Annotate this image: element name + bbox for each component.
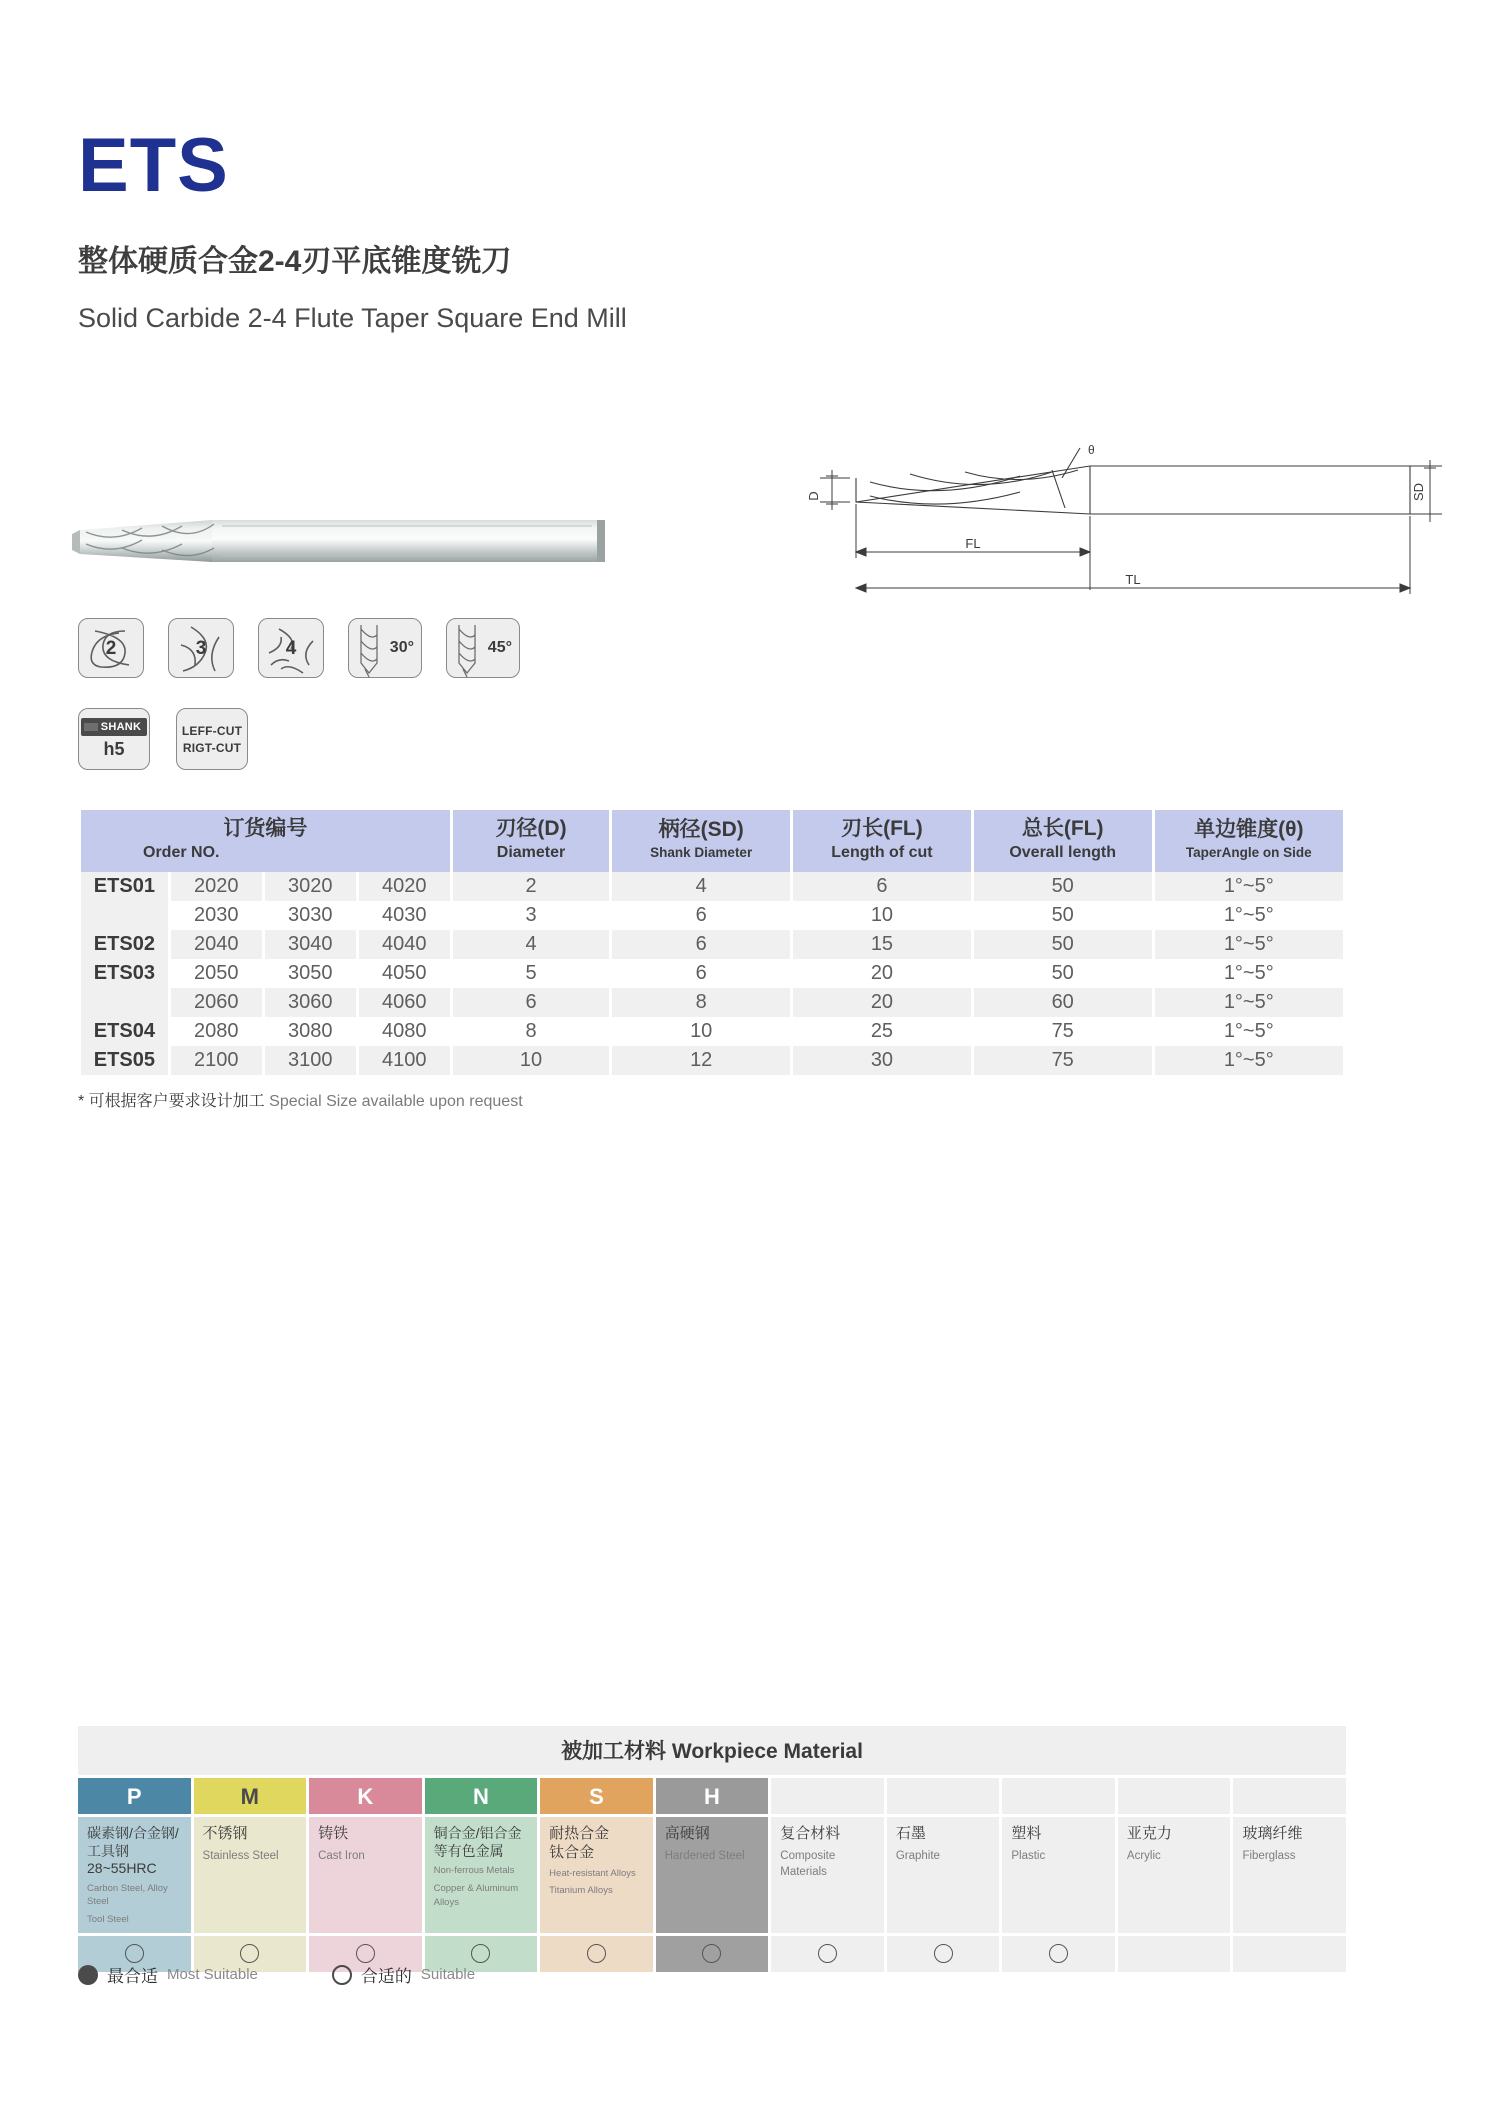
workpiece-suitability-9	[1002, 1936, 1115, 1972]
specification-table-body	[81, 872, 1343, 1075]
cell-shank-diameter: 4	[612, 872, 790, 901]
cell-order-no-2flute: 2100	[171, 1046, 262, 1075]
table-row	[81, 1017, 1343, 1046]
workpiece-desc-cn: 复合材料	[780, 1825, 841, 1842]
workpiece-code-row	[78, 1778, 1346, 1814]
badge-helix-30	[348, 618, 422, 678]
workpiece-desc-en: Non-ferrous Metals	[433, 1865, 515, 1876]
open-circle-icon	[332, 1965, 352, 1985]
workpiece-desc-cn: 铜合金/铝合金	[433, 1825, 522, 1841]
cell-order-no-4flute: 4020	[359, 872, 450, 901]
cell-overall-length: 60	[974, 988, 1152, 1017]
product-title-cn: 整体硬质合金2-4刃平底锥度铣刀	[78, 245, 512, 278]
legend-suitable-cn: 合适的	[360, 1967, 412, 1986]
column-header-overall-length	[974, 810, 1152, 872]
cell-order-no-3flute: 3030	[287, 903, 333, 926]
column-header-shank-diameter-cn: 柄径(SD)	[658, 818, 744, 842]
column-header-length-of-cut	[793, 810, 971, 872]
column-header-order-no-en: Order NO.	[143, 843, 220, 861]
workpiece-desc-en: Heat-resistant Alloys	[549, 1867, 636, 1879]
cell-order-no-2flute: 2050	[194, 961, 239, 984]
legend-suitable	[332, 1962, 475, 1987]
cell-order-no-4flute: 4030	[381, 903, 427, 926]
product-title-en: Solid Carbide 2-4 Flute Taper Square End Mill	[78, 303, 627, 333]
cell-shank-diameter: 6	[695, 903, 707, 926]
cell-taper-angle: 1°~5°	[1223, 961, 1274, 984]
cell-model	[81, 901, 168, 930]
cell-model: ETS05	[81, 1046, 168, 1075]
workpiece-code-col9	[1002, 1778, 1115, 1814]
workpiece-desc-en: Composite Materials	[780, 1849, 836, 1879]
cell-diameter: 6	[453, 988, 610, 1017]
workpiece-desc-7	[771, 1817, 884, 1933]
workpiece-suitability-7	[771, 1936, 884, 1972]
workpiece-desc-cn: 玻璃纤维	[1242, 1825, 1303, 1842]
cell-order-no-4flute: 4100	[359, 1046, 450, 1075]
cell-diameter: 4	[453, 930, 610, 959]
cell-order-no-3flute: 3020	[265, 872, 356, 901]
cell-length-of-cut: 30	[793, 1046, 971, 1075]
workpiece-desc-cn: 塑料	[1011, 1825, 1042, 1842]
table-row	[81, 901, 1343, 930]
cell-order-no-2flute: 2080	[194, 1019, 239, 1042]
cell-order-no-3flute: 3050	[287, 961, 333, 984]
column-header-order-no	[81, 810, 450, 872]
shank-tag-label: SHANK	[81, 718, 148, 736]
workpiece-code-M: M	[194, 1778, 307, 1814]
workpiece-code-col10	[1118, 1778, 1231, 1814]
dimension-label-tl: TL	[1125, 572, 1141, 587]
column-header-shank-diameter	[612, 810, 790, 872]
legend-most-suitable-en: Most Suitable	[167, 1966, 258, 1983]
workpiece-code-col7	[771, 1778, 884, 1814]
workpiece-desc-4	[425, 1817, 538, 1933]
cell-order-no-3flute: 3060	[265, 988, 356, 1017]
cell-overall-length: 50	[1051, 903, 1074, 926]
workpiece-code-col11	[1233, 1778, 1346, 1814]
open-circle-icon	[702, 1944, 721, 1963]
workpiece-code-N: N	[425, 1778, 538, 1814]
workpiece-desc-cn2: 28~55HRC	[87, 1860, 157, 1876]
technical-drawing	[790, 430, 1450, 650]
workpiece-material-section	[78, 1726, 1346, 1972]
open-circle-icon	[1049, 1944, 1068, 1963]
column-header-order-no-cn: 订货编号	[223, 817, 308, 840]
open-circle-icon	[240, 1944, 259, 1963]
cell-length-of-cut: 25	[870, 1019, 894, 1042]
cell-diameter: 2	[453, 872, 610, 901]
workpiece-desc-cn2: 钛合金	[549, 1843, 595, 1861]
workpiece-suitability-11	[1233, 1936, 1346, 1972]
workpiece-suitability-5	[540, 1936, 653, 1972]
badge-flute-2-label: 2	[105, 638, 117, 660]
dimension-label-theta: θ	[1088, 443, 1095, 457]
workpiece-desc-3	[309, 1817, 422, 1933]
column-header-diameter-cn: 刃径(D)	[495, 817, 567, 840]
workpiece-desc-cn: 高硬钢	[664, 1825, 710, 1842]
cell-order-no-3flute: 3100	[265, 1046, 356, 1075]
workpiece-desc-5	[540, 1817, 653, 1933]
filled-circle-icon	[78, 1965, 98, 1985]
workpiece-material-title: 被加工材料 Workpiece Material	[78, 1726, 1346, 1775]
table-header-row	[81, 810, 1343, 872]
open-circle-icon	[934, 1944, 953, 1963]
workpiece-desc-en: Fiberglass	[1242, 1849, 1296, 1862]
cell-taper-angle: 1°~5°	[1223, 903, 1274, 926]
cell-diameter: 10	[453, 1046, 610, 1075]
cut-direction-right-label: RIGT-CUT	[182, 740, 242, 755]
open-circle-icon	[125, 1944, 144, 1963]
legend-most-suitable-cn: 最合适	[107, 1967, 158, 1986]
specification-table	[78, 810, 1346, 1075]
product-photo	[62, 492, 742, 592]
badge-flute-3-label: 3	[195, 638, 207, 660]
workpiece-desc-en: Carbon Steel, Alloy Steel	[87, 1882, 168, 1908]
workpiece-desc-en2: Titanium Alloys	[549, 1885, 613, 1897]
workpiece-desc-en: Stainless Steel	[202, 1849, 279, 1862]
cell-shank-diameter: 6	[695, 961, 707, 984]
workpiece-desc-1	[78, 1817, 191, 1933]
cell-order-no-2flute: 2040	[171, 930, 262, 959]
cell-shank-diameter: 10	[690, 1019, 713, 1042]
cell-order-no-4flute: 4050	[381, 961, 427, 984]
open-circle-icon	[471, 1944, 490, 1963]
workpiece-desc-en: Acrylic	[1126, 1849, 1161, 1862]
cell-length-of-cut: 20	[793, 988, 971, 1017]
cell-length-of-cut: 20	[870, 961, 894, 984]
workpiece-desc-en: Hardened Steel	[664, 1849, 745, 1862]
column-header-taper-angle-en: TaperAngle on Side	[1185, 845, 1312, 861]
badge-flute-4-label: 4	[285, 638, 297, 660]
column-header-taper-angle-cn: 单边锥度(θ)	[1194, 818, 1304, 842]
workpiece-desc-en: Cast Iron	[318, 1849, 365, 1862]
workpiece-desc-2	[194, 1817, 307, 1933]
table-row	[81, 988, 1343, 1017]
table-row	[81, 1046, 1343, 1075]
workpiece-code-K: K	[309, 1778, 422, 1814]
table-row	[81, 930, 1343, 959]
badge-flute-4	[258, 618, 324, 678]
cell-order-no-4flute: 4060	[359, 988, 450, 1017]
workpiece-desc-10	[1118, 1817, 1231, 1933]
cell-order-no-4flute: 4080	[381, 1019, 427, 1042]
cell-length-of-cut: 15	[793, 930, 971, 959]
badge-helix-45	[446, 618, 520, 678]
badge-helix-45-label: 45°	[487, 639, 512, 656]
table-row	[81, 872, 1343, 901]
feature-badges-flutes	[78, 618, 520, 678]
cell-model: ETS02	[81, 930, 168, 959]
footnote	[78, 1088, 523, 1111]
column-header-length-of-cut-cn: 刃长(FL)	[841, 817, 923, 840]
cell-overall-length: 50	[974, 930, 1152, 959]
cell-shank-diameter: 6	[612, 930, 790, 959]
column-header-diameter-en: Diameter	[496, 843, 566, 861]
cell-shank-diameter: 12	[612, 1046, 790, 1075]
cell-taper-angle: 1°~5°	[1155, 988, 1343, 1017]
suitability-legend	[78, 1962, 475, 1987]
workpiece-desc-cn: 不锈钢	[202, 1825, 248, 1842]
cell-shank-diameter: 8	[612, 988, 790, 1017]
cell-overall-length: 50	[974, 872, 1152, 901]
cell-model: ETS01	[81, 872, 168, 901]
footnote-cn: * 可根据客户要求设计加工	[78, 1093, 265, 1110]
cell-overall-length: 75	[974, 1046, 1152, 1075]
table-row	[81, 959, 1343, 988]
footnote-en: Special Size available upon request	[269, 1093, 523, 1110]
column-header-diameter	[453, 810, 610, 872]
cell-model: ETS03	[81, 959, 168, 988]
column-header-overall-length-en: Overall length	[1009, 843, 1117, 861]
workpiece-desc-cn: 亚克力	[1126, 1825, 1172, 1842]
column-header-overall-length-cn: 总长(FL)	[1021, 817, 1104, 840]
workpiece-desc-en2: Copper & Aluminum Alloys	[433, 1882, 519, 1908]
cell-order-no-3flute: 3080	[287, 1019, 333, 1042]
workpiece-code-H: H	[656, 1778, 769, 1814]
feature-badges-shank	[78, 708, 248, 770]
workpiece-suitability-6	[656, 1936, 769, 1972]
cut-direction-left-label: LEFF-CUT	[181, 723, 243, 738]
page-header	[78, 123, 627, 334]
badge-flute-3	[168, 618, 234, 678]
open-circle-icon	[818, 1944, 837, 1963]
workpiece-desc-6	[656, 1817, 769, 1933]
workpiece-desc-en2: Tool Steel	[87, 1914, 129, 1926]
cell-length-of-cut: 10	[870, 903, 894, 926]
cell-order-no-2flute: 2020	[171, 872, 262, 901]
workpiece-desc-en: Plastic	[1011, 1849, 1046, 1862]
workpiece-desc-11	[1233, 1817, 1346, 1933]
legend-most-suitable	[78, 1962, 258, 1987]
cell-taper-angle: 1°~5°	[1155, 930, 1343, 959]
cell-length-of-cut: 6	[793, 872, 971, 901]
badge-cut-direction	[176, 708, 248, 770]
cell-diameter: 5	[525, 961, 537, 984]
badge-flute-2	[78, 618, 144, 678]
cell-order-no-2flute: 2060	[171, 988, 262, 1017]
cell-taper-angle: 1°~5°	[1223, 1019, 1274, 1042]
cell-order-no-2flute: 2030	[194, 903, 239, 926]
cell-model	[81, 988, 168, 1017]
badge-shank-tolerance	[78, 708, 150, 770]
workpiece-desc-cn: 铸铁	[318, 1825, 349, 1842]
cell-diameter: 3	[525, 903, 537, 926]
cell-model: ETS04	[81, 1017, 168, 1046]
workpiece-desc-8	[887, 1817, 1000, 1933]
column-header-shank-diameter-en: Shank Diameter	[650, 845, 753, 861]
workpiece-suitability-10	[1118, 1936, 1231, 1972]
workpiece-desc-9	[1002, 1817, 1115, 1933]
dimension-label-sd: SD	[1411, 482, 1426, 502]
workpiece-code-S: S	[540, 1778, 653, 1814]
badge-helix-30-label: 30°	[389, 639, 414, 656]
dimension-label-fl: FL	[965, 536, 981, 551]
dimension-label-d: D	[806, 491, 821, 501]
product-series-code: ETS	[78, 123, 229, 208]
workpiece-desc-cn: 石墨	[895, 1825, 926, 1842]
cell-order-no-3flute: 3040	[265, 930, 356, 959]
column-header-taper-angle	[1155, 810, 1343, 872]
cell-taper-angle: 1°~5°	[1155, 872, 1343, 901]
open-circle-icon	[587, 1944, 606, 1963]
workpiece-code-col8	[887, 1778, 1000, 1814]
cell-overall-length: 50	[1051, 961, 1074, 984]
cell-diameter: 8	[525, 1019, 537, 1042]
column-header-length-of-cut-en: Length of cut	[831, 843, 933, 861]
cell-overall-length: 75	[1051, 1019, 1074, 1042]
shank-tolerance-label: h5	[103, 739, 125, 759]
workpiece-code-P: P	[78, 1778, 191, 1814]
cell-taper-angle: 1°~5°	[1155, 1046, 1343, 1075]
workpiece-desc-row	[78, 1817, 1346, 1933]
open-circle-icon	[356, 1944, 375, 1963]
workpiece-desc-cn2: 等有色金属	[433, 1842, 504, 1859]
workpiece-desc-cn: 耐热合金	[549, 1825, 610, 1842]
workpiece-desc-en: Graphite	[895, 1849, 940, 1862]
legend-suitable-en: Suitable	[420, 1966, 476, 1983]
workpiece-desc-cn: 碳素钢/合金钢/工具钢	[87, 1825, 179, 1859]
workpiece-suitability-8	[887, 1936, 1000, 1972]
cell-order-no-4flute: 4040	[359, 930, 450, 959]
